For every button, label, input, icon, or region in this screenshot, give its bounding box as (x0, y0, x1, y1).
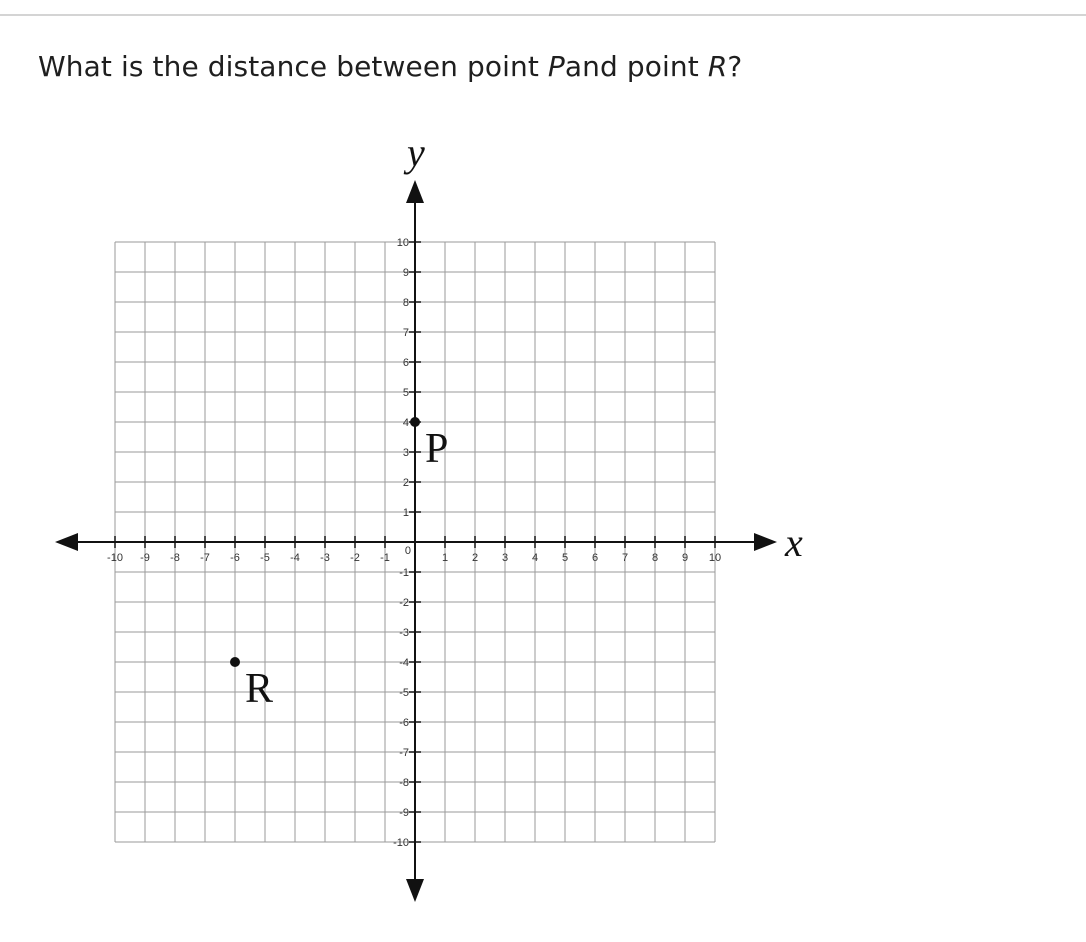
y-tick-label: -8 (399, 777, 409, 789)
x-tick-label: -6 (230, 552, 240, 564)
y-tick-label: -5 (399, 687, 409, 699)
y-tick-label: -1 (399, 567, 409, 579)
y-tick-label: 1 (402, 507, 409, 519)
x-axis-left-arrow (55, 533, 78, 551)
y-tick-label: -2 (399, 597, 409, 609)
x-tick-label: 9 (681, 552, 689, 564)
x-tick-label: 4 (531, 552, 539, 564)
y-axis-down-arrow (406, 879, 424, 902)
y-tick-label: -9 (399, 807, 409, 819)
y-tick-label: -4 (399, 657, 409, 669)
x-tick-label: 1 (441, 552, 449, 564)
y-tick-label: 3 (402, 447, 409, 459)
x-tick-label: -8 (170, 552, 180, 564)
x-tick-label: -5 (260, 552, 270, 564)
point-p-name: P (547, 50, 565, 83)
y-tick-label: 5 (402, 387, 409, 399)
axes (55, 130, 803, 902)
x-tick-label: 10 (708, 552, 722, 564)
question-suffix: ? (727, 50, 743, 83)
y-tick-label: 10 (396, 237, 409, 249)
point-r-name: R (707, 50, 728, 83)
point-p-label: P (425, 426, 449, 472)
x-tick-label: 2 (471, 552, 479, 564)
x-axis-right-arrow (754, 533, 777, 551)
y-tick-label: -10 (393, 837, 409, 849)
y-tick-label: 4 (402, 417, 409, 429)
y-tick-label: -6 (399, 717, 409, 729)
y-tick-label: -7 (399, 747, 409, 759)
question-middle: and point (564, 50, 708, 83)
y-tick-label: 7 (402, 327, 409, 339)
x-tick-label: -7 (200, 552, 210, 564)
x-tick-label: -2 (350, 552, 360, 564)
point-r-label: R (245, 666, 274, 712)
point-p-dot (410, 417, 420, 427)
y-tick-label: -3 (399, 627, 409, 639)
x-tick-label: 3 (501, 552, 509, 564)
y-tick-label: 9 (402, 267, 409, 279)
point-r-dot (230, 657, 240, 667)
y-tick-label: 2 (402, 477, 409, 489)
x-tick-label: -9 (140, 552, 150, 564)
origin-label: 0 (404, 545, 411, 557)
question-prefix: What is the distance between point (38, 50, 548, 83)
x-tick-label: -3 (320, 552, 330, 564)
x-tick-label: 6 (591, 552, 599, 564)
x-tick-label: -10 (107, 552, 123, 564)
x-tick-label: 7 (621, 552, 629, 564)
x-tick-label: -4 (290, 552, 300, 564)
y-tick-label: 6 (402, 357, 409, 369)
y-tick-label: 8 (402, 297, 409, 309)
x-tick-label: 8 (651, 552, 659, 564)
x-tick-label: -1 (380, 552, 390, 564)
x-axis-name: x (785, 520, 803, 565)
y-axis-name: y (407, 130, 425, 175)
y-axis-up-arrow (406, 180, 424, 203)
x-tick-label: 5 (561, 552, 569, 564)
